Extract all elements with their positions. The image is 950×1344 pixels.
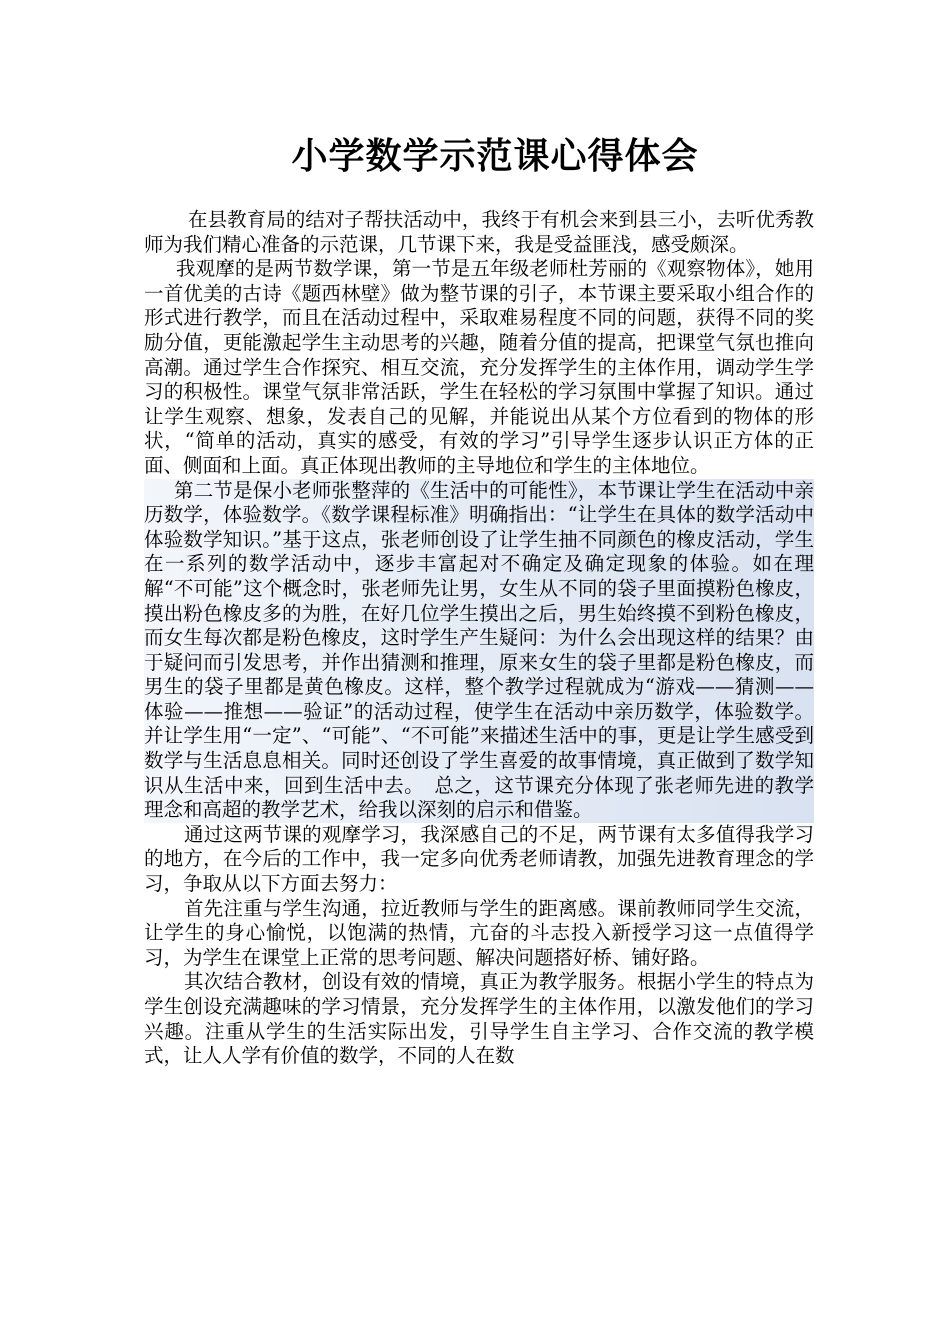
document-body	[144, 208, 814, 1069]
paragraph-intro: 在县教育局的结对子帮扶活动中，我终于有机会来到县三小，去听优秀教师为我们精心准备的示范课，几节课下来，我是受益匪浅，感受颇深。	[144, 208, 814, 256]
paragraph-second-lesson: 第二节是保小老师张整萍的《生活中的可能性》，本节课让学生在活动中亲历数学，体验数学。《数学课程标准》明确指出：“让学生在具体的数学活动中体验数学知识。”基于这点，张老师创设了让学生抽不同颜色的橡皮活动，学生在一系列的数学活动中，逐步丰富起对不确定及确定现象的体验。如在理解“不可能”这个概念时，张老师先让男，女生从不同的袋子里面摸粉色橡皮，摸出粉色橡皮多的为胜，在好几位学生摸出之后，男生始终摸不到粉色橡皮，而女生每次都是粉色橡皮，这时学生产生疑问：为什么会出现这样的结果？由于疑问而引发思考，并作出猜测和推理，原来女生的袋子里都是粉色橡皮，而男生的袋子里都是黄色橡皮。这样，整个教学过程就成为“游戏——猜测——体验——推想——验证”的活动过程，使学生在活动中亲历数学，体验数学。并让学生用“一定”、“可能”、“不可能”来描述生活中的事，更是让学生感受到数学与生活息息相关。同时还创设了学生喜爱的故事情境，真正做到了数学知识从生活中来，回到生活中去。 总之，这节课充分体现了张老师先进的教学理念和高超的教学艺术，给我以深刻的启示和借鉴。	[144, 478, 814, 822]
paragraph-reflection: 通过这两节课的观摩学习，我深感自己的不足，两节课有太多值得我学习的地方，在今后的工作中，我一定多向优秀老师请教，加强先进教育理念的学习，争取从以下方面去努力：	[144, 822, 814, 896]
paragraph-point-two: 其次结合教材，创设有效的情境，真正为教学服务。根据小学生的特点为学生创设充满趣味的学习情景，充分发挥学生的主体作用，以激发他们的学习兴趣。注重从学生的生活实际出发，引导学生自主学习、合作交流的教学模式，让人人学有价值的数学，不同的人在数	[144, 970, 814, 1068]
paragraph-first-lesson: 我观摩的是两节数学课，第一节是五年级老师杜芳丽的《观察物体》，她用一首优美的古诗《题西林壁》做为整节课的引子，本节课主要采取小组合作的形式进行教学，而且在活动过程中，采取难易程度不同的问题，获得不同的奖励分值，更能激起学生主动思考的兴趣，随着分值的提高，把课堂气氛也推向高潮。通过学生合作探究、相互交流，充分发挥学生的主体作用，调动学生学习的积极性。课堂气氛非常活跃，学生在轻松的学习氛围中掌握了知识。通过让学生观察、想象，发表自己的见解，并能说出从某个方位看到的物体的形状，“简单的活动，真实的感受，有效的学习”引导学生逐步认识正方体的正面、侧面和上面。真正体现出教师的主导地位和学生的主体地位。	[144, 257, 814, 477]
document-title: 小学数学示范课心得体会	[291, 135, 699, 177]
paragraph-point-one: 首先注重与学生沟通，拉近教师与学生的距离感。课前教师同学生交流，让学生的身心愉悦，以饱满的热情，亢奋的斗志投入新授学习这一点值得学习，为学生在课堂上正常的思考问题、解决问题搭好桥、铺好路。	[144, 896, 814, 969]
